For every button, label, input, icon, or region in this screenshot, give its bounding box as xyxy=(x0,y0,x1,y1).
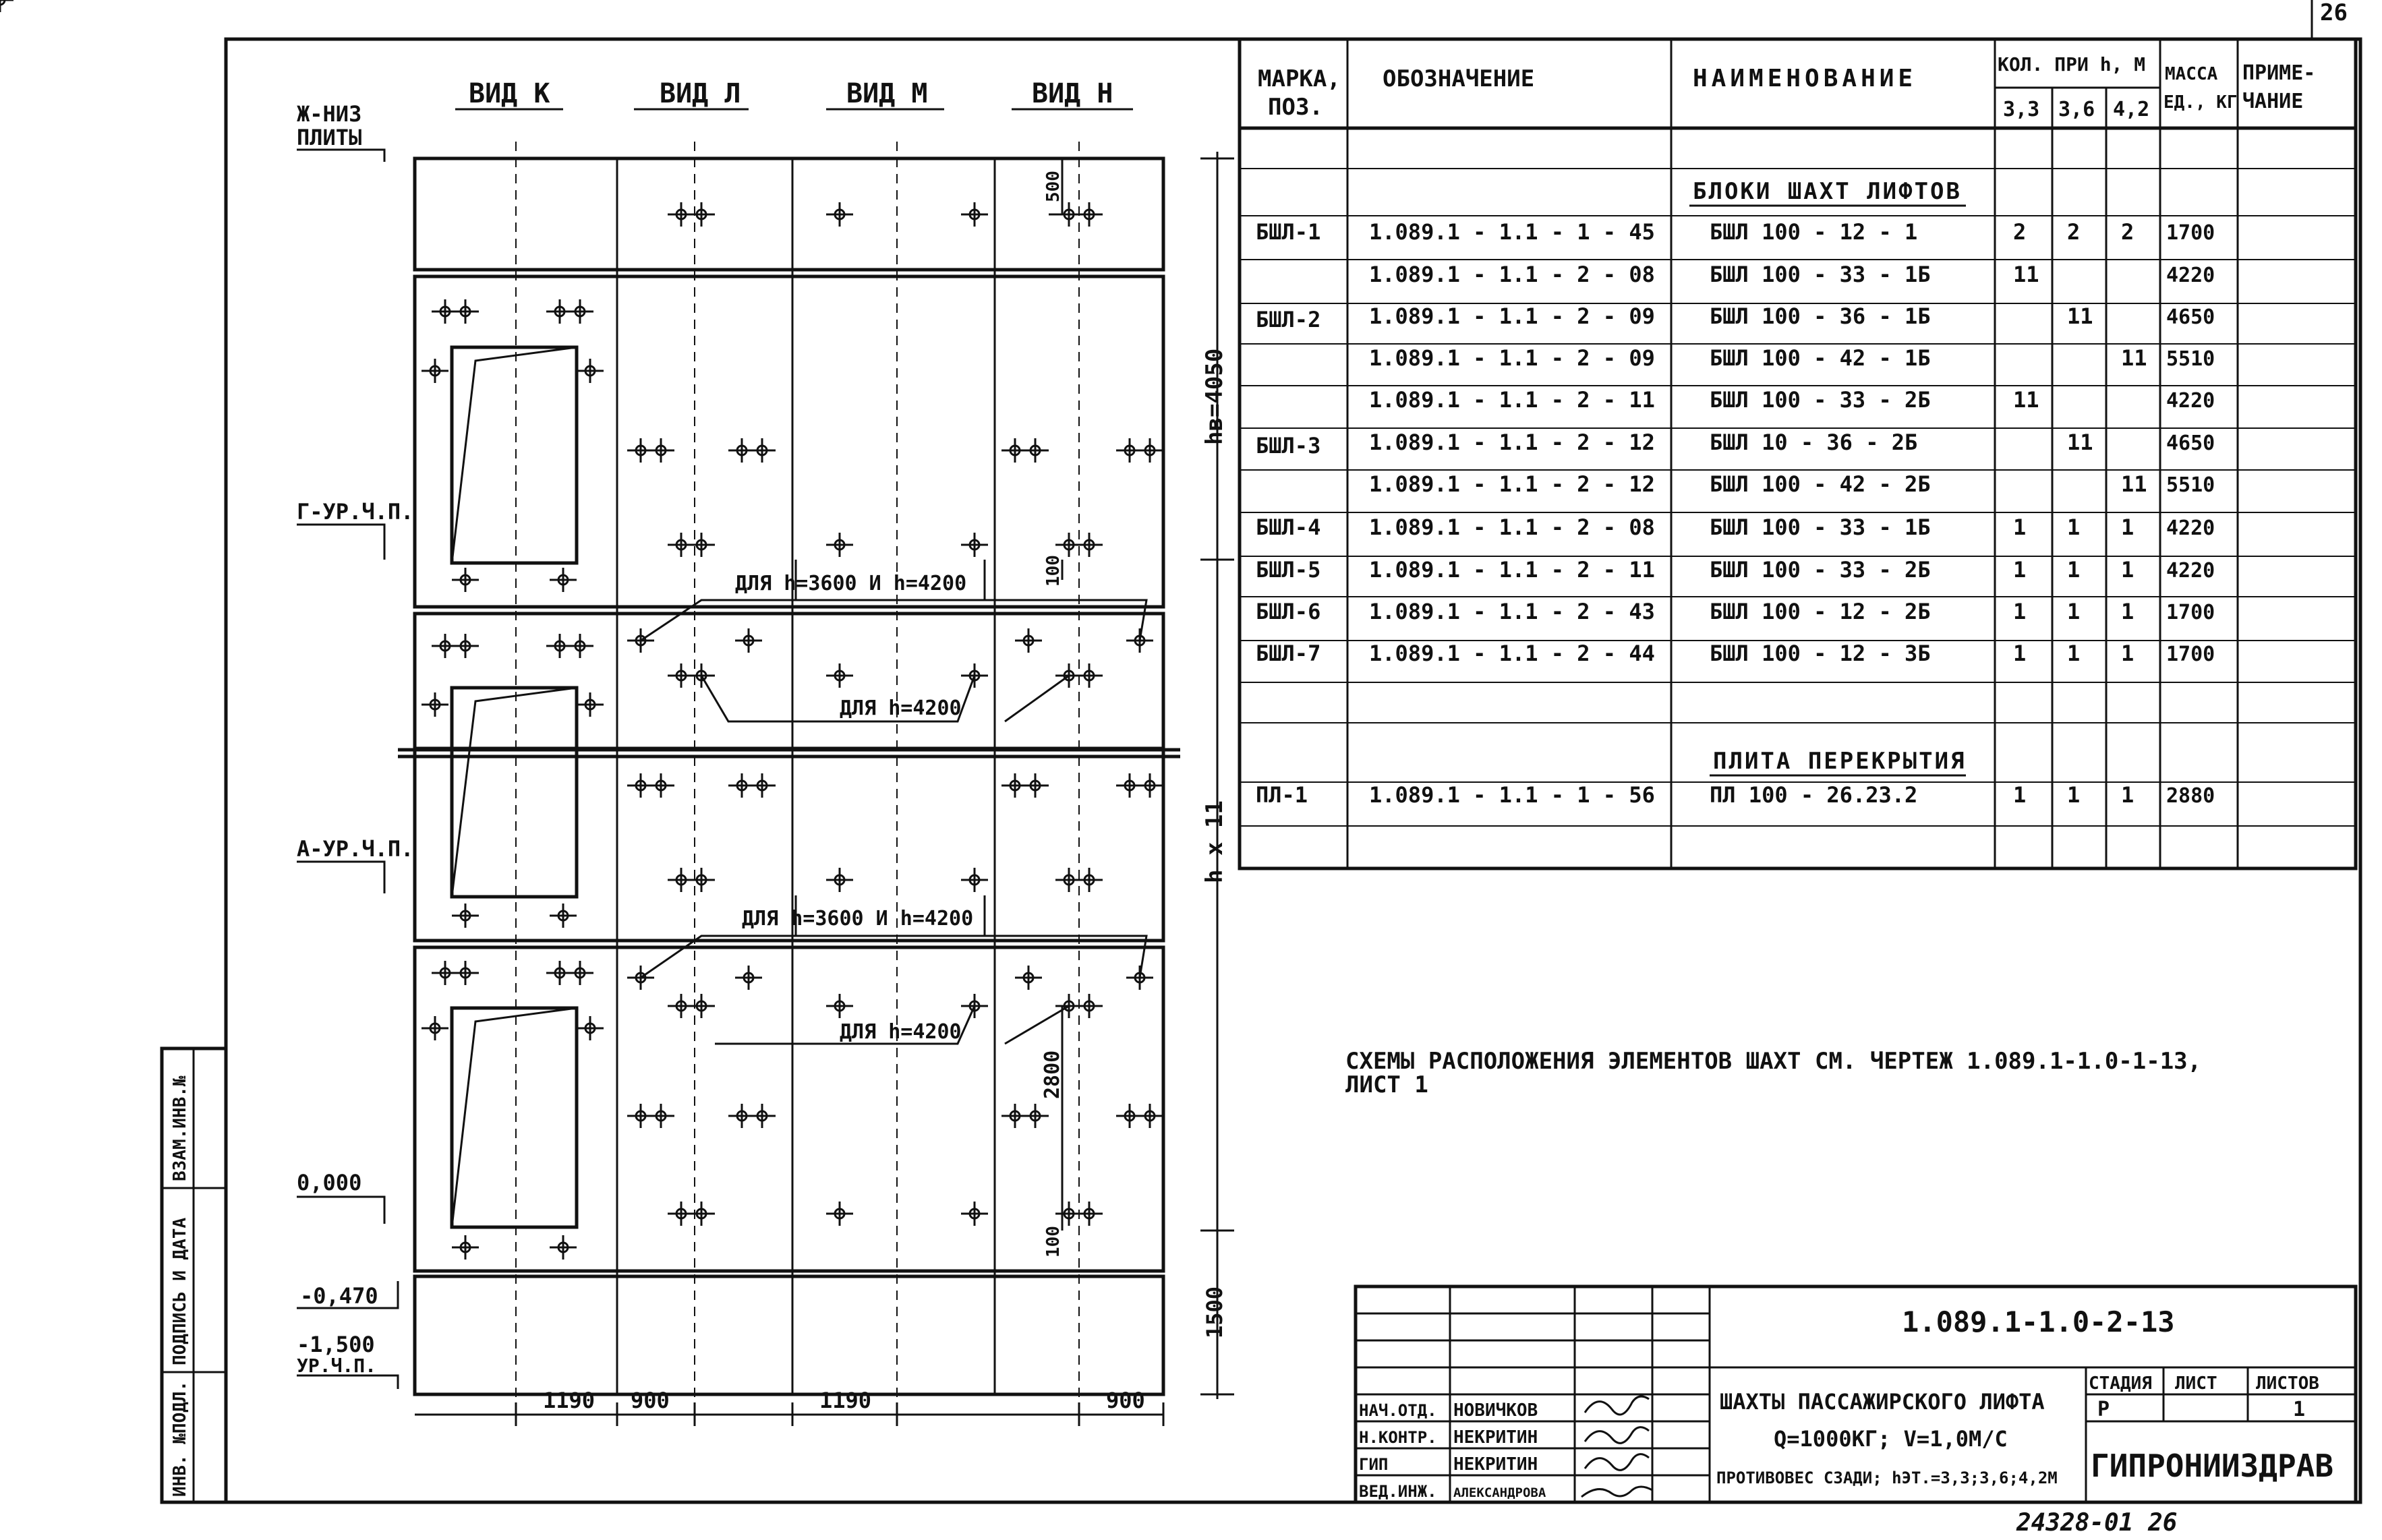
spec-row-7-mass: 5510 xyxy=(2166,473,2215,497)
level-top-2: ПЛИТЫ xyxy=(297,125,362,150)
spec-row-7-q3: 11 xyxy=(2121,471,2147,497)
tb-sheets-label: ЛИСТОВ xyxy=(2256,1373,2319,1394)
tb-name-2: НЕКРИТИН xyxy=(1453,1427,1538,1448)
hdr-note-1: ПРИМЕ- xyxy=(2242,61,2316,85)
dim-bottom-1: 1190 xyxy=(543,1388,596,1413)
spec-row-2-q1: 11 xyxy=(2013,262,2039,287)
tb-sheets: 1 xyxy=(2293,1398,2306,1421)
hdr-qty-3: 4,2 xyxy=(2113,98,2150,121)
level-m1500: -1,500 xyxy=(297,1332,375,1357)
spec-table xyxy=(1240,39,2356,868)
tb-name-4: АЛЕКСАНДРОВА xyxy=(1453,1485,1546,1500)
spec-row-8-q2: 1 xyxy=(2067,514,2081,540)
spec-row-9-q3: 1 xyxy=(2121,557,2134,583)
embedded-markers xyxy=(0,0,1163,1260)
level-a: А-УР.Ч.П. xyxy=(297,836,414,862)
spec-row-11-mass: 1700 xyxy=(2166,643,2215,666)
view-k-label: ВИД К xyxy=(469,78,550,109)
spec-row-10-q1: 1 xyxy=(2013,599,2027,624)
spec-row-8-mark: БШЛ-4 xyxy=(1256,514,1321,540)
tb-sheet-label: ЛИСТ xyxy=(2175,1373,2217,1394)
spec-row-12-q2: 1 xyxy=(2067,782,2081,808)
spec-row-9-q1: 1 xyxy=(2013,557,2027,583)
spec-row-11-name: БШЛ 100 - 12 - 3Б xyxy=(1710,641,1931,666)
level-g: Г-УР.Ч.П. xyxy=(297,499,414,525)
level-zero: 0,000 xyxy=(297,1170,362,1195)
section-blocks: БЛОКИ ШАХТ ЛИФТОВ xyxy=(1693,178,1962,205)
spec-row-11-des: 1.089.1 - 1.1 - 2 - 44 xyxy=(1369,641,1655,666)
spec-row-3-q2: 11 xyxy=(2067,303,2093,329)
note-line-1: СХЕМЫ РАСПОЛОЖЕНИЯ ЭЛЕМЕНТОВ ШАХТ СМ. ЧЕРТЕЖ 1.089.1-1.0-1-13, xyxy=(1345,1048,2202,1075)
corner-mark: 26 xyxy=(2320,0,2348,26)
spec-row-11-q2: 1 xyxy=(2067,641,2081,666)
stamp-sign: ПОДПИСЬ И ДАТА xyxy=(170,1217,190,1365)
spec-row-1-mass: 1700 xyxy=(2166,221,2215,245)
dim-100b: 100 xyxy=(1043,1226,1064,1257)
hdr-mark-2: ПОЗ. xyxy=(1268,94,1323,121)
tb-role-3: ГИП xyxy=(1359,1455,1389,1474)
spec-row-9-mark: БШЛ-5 xyxy=(1256,557,1321,583)
level-m470: -0,470 xyxy=(300,1283,378,1309)
dim-hx11: h x 11 xyxy=(1201,800,1228,883)
level-m1500-sub: УР.Ч.П. xyxy=(297,1355,377,1377)
tb-role-4: ВЕД.ИНЖ. xyxy=(1359,1482,1437,1501)
signatures xyxy=(1581,1396,1652,1497)
spec-row-12-q3: 1 xyxy=(2121,782,2134,808)
spec-row-3-mark: БШЛ-2 xyxy=(1256,307,1321,332)
spec-row-10-q3: 1 xyxy=(2121,599,2134,624)
tb-role-1: НАЧ.ОТД. xyxy=(1359,1401,1437,1420)
note-3: ДЛЯ h=3600 И h=4200 xyxy=(742,907,974,930)
spec-row-11-q3: 1 xyxy=(2121,641,2134,666)
spec-row-6-q2: 11 xyxy=(2067,430,2093,455)
tb-stage-label: СТАДИЯ xyxy=(2089,1373,2152,1394)
hdr-mass-2: ЕД., КГ xyxy=(2163,92,2238,113)
tb-title-2: Q=1000КГ; V=1,0М/С xyxy=(1774,1426,2008,1452)
spec-row-8-q3: 1 xyxy=(2121,514,2134,540)
spec-row-10-des: 1.089.1 - 1.1 - 2 - 43 xyxy=(1369,599,1655,624)
dim-1500: 1500 xyxy=(1202,1286,1227,1338)
tb-name-1: НОВИЧКОВ xyxy=(1453,1400,1538,1421)
hdr-note-2: ЧАНИЕ xyxy=(2242,90,2304,113)
tb-name-3: НЕКРИТИН xyxy=(1453,1454,1538,1475)
spec-row-8-mass: 4220 xyxy=(2166,516,2215,540)
title-block xyxy=(1356,1286,2356,1502)
tb-code: 1.089.1-1.0-2-13 xyxy=(1902,1305,2175,1338)
spec-row-1-mark: БШЛ-1 xyxy=(1256,219,1321,245)
stamp-vzam: ВЗАМ.ИНВ.№ xyxy=(170,1075,190,1181)
tb-role-2: Н.КОНТР. xyxy=(1359,1428,1437,1447)
tb-stage: Р xyxy=(2097,1398,2110,1421)
hdr-qty-2: 3,6 xyxy=(2058,98,2095,121)
spec-row-11-mark: БШЛ-7 xyxy=(1256,641,1321,666)
spec-row-12-mass: 2880 xyxy=(2166,784,2215,808)
spec-row-12-q1: 1 xyxy=(2013,782,2027,808)
hdr-mark-1: МАРКА, xyxy=(1258,65,1341,92)
spec-row-7-des: 1.089.1 - 1.1 - 2 - 12 xyxy=(1369,471,1655,497)
spec-row-12-des: 1.089.1 - 1.1 - 1 - 56 xyxy=(1369,782,1655,808)
view-m-label: ВИД М xyxy=(846,78,928,109)
spec-row-6-mark: БШЛ-3 xyxy=(1256,433,1321,458)
spec-row-1-name: БШЛ 100 - 12 - 1 xyxy=(1710,219,1918,245)
dim-bottom-4: 900 xyxy=(1106,1388,1145,1413)
spec-row-9-q2: 1 xyxy=(2067,557,2081,583)
spec-row-6-name: БШЛ 10 - 36 - 2Б xyxy=(1710,430,1918,455)
spec-row-10-mark: БШЛ-6 xyxy=(1256,599,1321,624)
spec-row-11-q1: 1 xyxy=(2013,641,2027,666)
spec-row-5-name: БШЛ 100 - 33 - 2Б xyxy=(1710,387,1931,413)
spec-row-5-des: 1.089.1 - 1.1 - 2 - 11 xyxy=(1369,387,1655,413)
hdr-qty-1: 3,3 xyxy=(2003,98,2040,121)
dim-bottom-2: 900 xyxy=(631,1388,670,1413)
level-top-1: Ж-НИЗ xyxy=(297,101,362,127)
spec-row-3-des: 1.089.1 - 1.1 - 2 - 09 xyxy=(1369,303,1655,329)
spec-row-10-q2: 1 xyxy=(2067,599,2081,624)
spec-row-4-q3: 11 xyxy=(2121,345,2147,371)
hdr-mass-1: МАССА xyxy=(2165,64,2218,84)
section-slab: ПЛИТА ПЕРЕКРЫТИЯ xyxy=(1713,748,1967,775)
spec-row-12-name: ПЛ 100 - 26.23.2 xyxy=(1710,782,1918,808)
spec-row-2-name: БШЛ 100 - 33 - 1Б xyxy=(1710,262,1931,287)
tb-title-1: ШАХТЫ ПАССАЖИРСКОГО ЛИФТА xyxy=(1720,1389,2045,1415)
view-l-label: ВИД Л xyxy=(660,78,741,109)
sheet-frame xyxy=(226,39,2360,1502)
spec-row-4-name: БШЛ 100 - 42 - 1Б xyxy=(1710,345,1931,371)
tb-org: ГИПРОНИИЗДРАВ xyxy=(2091,1448,2334,1484)
spec-row-4-des: 1.089.1 - 1.1 - 2 - 09 xyxy=(1369,345,1655,371)
spec-row-5-mass: 4220 xyxy=(2166,389,2215,413)
dim-bottom-3: 1190 xyxy=(819,1388,872,1413)
note-4: ДЛЯ h=4200 xyxy=(840,1020,962,1044)
spec-row-10-mass: 1700 xyxy=(2166,601,2215,624)
note-2: ДЛЯ h=4200 xyxy=(840,697,962,720)
footer-code: 24328-01 26 xyxy=(2016,1509,2178,1537)
dim-hb: hв=4050 xyxy=(1201,348,1228,445)
note-1: ДЛЯ h=3600 И h=4200 xyxy=(735,572,967,595)
dim-100a: 100 xyxy=(1043,555,1064,587)
spec-row-9-name: БШЛ 100 - 33 - 2Б xyxy=(1710,557,1931,583)
elevation-drawing xyxy=(0,0,1234,1426)
note-line-2: ЛИСТ 1 xyxy=(1345,1071,1428,1098)
spec-row-1-q2: 2 xyxy=(2067,219,2081,245)
spec-row-3-name: БШЛ 100 - 36 - 1Б xyxy=(1710,303,1931,329)
spec-row-6-des: 1.089.1 - 1.1 - 2 - 12 xyxy=(1369,430,1655,455)
spec-row-10-name: БШЛ 100 - 12 - 2Б xyxy=(1710,599,1931,624)
spec-row-1-q1: 2 xyxy=(2013,219,2027,245)
spec-row-9-des: 1.089.1 - 1.1 - 2 - 11 xyxy=(1369,557,1655,583)
stamp-inv: ИНВ. №ПОДЛ. xyxy=(170,1380,190,1497)
view-n-label: ВИД Н xyxy=(1032,78,1113,109)
spec-row-5-q1: 11 xyxy=(2013,387,2039,413)
dim-500: 500 xyxy=(1043,171,1064,202)
side-stamp xyxy=(162,1048,226,1502)
spec-row-6-mass: 4650 xyxy=(2166,432,2215,455)
spec-row-2-mass: 4220 xyxy=(2166,264,2215,287)
tb-title-3: ПРОТИВОВЕС СЗАДИ; hЭТ.=3,3;3,6;4,2М xyxy=(1716,1469,2058,1487)
spec-row-8-des: 1.089.1 - 1.1 - 2 - 08 xyxy=(1369,514,1655,540)
spec-row-3-mass: 4650 xyxy=(2166,305,2215,329)
spec-row-2-des: 1.089.1 - 1.1 - 2 - 08 xyxy=(1369,262,1655,287)
spec-row-8-name: БШЛ 100 - 33 - 1Б xyxy=(1710,514,1931,540)
spec-row-1-des: 1.089.1 - 1.1 - 1 - 45 xyxy=(1369,219,1655,245)
hdr-qty: КОЛ. ПРИ h, М xyxy=(1998,53,2146,76)
spec-row-9-mass: 4220 xyxy=(2166,559,2215,583)
hdr-designation: ОБОЗНАЧЕНИЕ xyxy=(1383,65,1535,92)
spec-row-12-mark: ПЛ-1 xyxy=(1256,782,1308,808)
spec-row-1-q3: 2 xyxy=(2121,219,2134,245)
dim-2800: 2800 xyxy=(1041,1050,1064,1099)
hdr-name: НАИМЕНОВАНИЕ xyxy=(1693,65,1917,92)
spec-row-4-mass: 5510 xyxy=(2166,347,2215,371)
spec-row-8-q1: 1 xyxy=(2013,514,2027,540)
spec-row-7-name: БШЛ 100 - 42 - 2Б xyxy=(1710,471,1931,497)
